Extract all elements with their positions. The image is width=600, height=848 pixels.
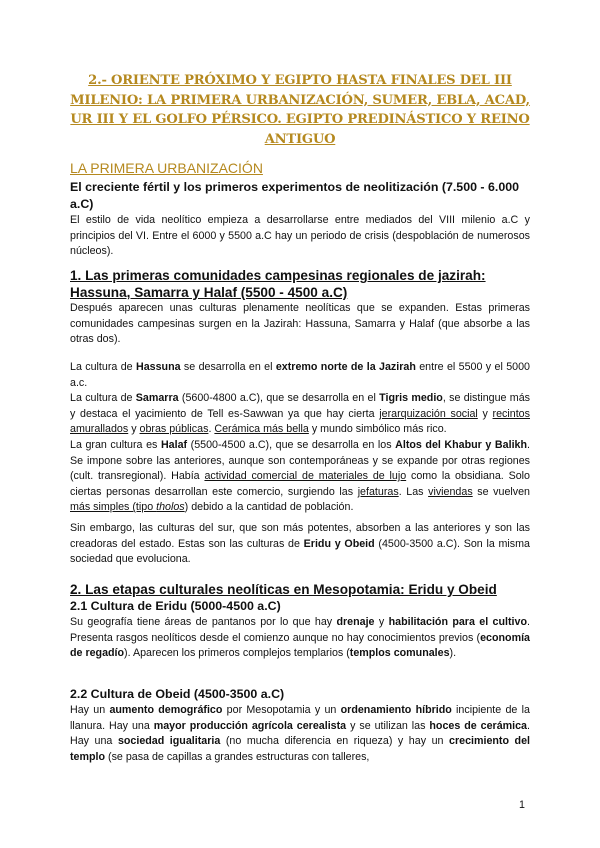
page-number: 1 bbox=[519, 799, 525, 811]
paragraph-halaf: La gran cultura es Halaf (5500-4500 a.C), que se desarrolla en los Altos del Khabur y Balikh. Se impone sobre las anteriores, aunque son contemporáneas y se expande por otras regiones (cult. transregional). Había actividad comercial de materiales de lujo como la obsidiana. Solo ciertas personas desarrollan este comercio, surgiendo las jefaturas. Las viviendas se vuelven más simples (tipo tholos) debido a la cantidad de población. bbox=[70, 438, 531, 514]
paragraph-obeid: Hay un aumento demográfico por Mesopotamia y un ordenamiento híbrido incipiente de la llanura. Hay una mayor producción agrícola cerealista y se utilizan las hoces de cerámica. Hay una sociedad igualitaria (no mucha diferencia en riqueza) y hay un crecimiento del templo (se pasa de capillas a grandes estructuras con talleres, bbox=[70, 704, 530, 763]
section-1-cultures bbox=[70, 360, 530, 516]
title-line: MILENIO: LA PRIMERA URBANIZACIÓN, SUMER, EBLA, ACAD, bbox=[70, 92, 530, 108]
paragraph-hassuna: La cultura de Hassuna se desarrolla en el extremo norte de la Jazirah entre el 5500 y el 5000 a.c. bbox=[70, 361, 530, 389]
paragraph-eridu: Su geografía tiene áreas de pantanos por lo que hay drenaje y habilitación para el cultivo. Presenta rasgos neolíticos desde el comienzo aunque no hay conocimientos previos (economía de regadío). Aparecen los primeros complejos templarios (templos comunales). bbox=[70, 616, 530, 660]
document-title bbox=[60, 71, 540, 149]
title-line: ANTIGUO bbox=[264, 131, 336, 147]
subsection-heading-obeid: 2.2 Cultura de Obeid (4500-3500 a.C) bbox=[70, 687, 285, 701]
subsection-obeid bbox=[70, 686, 530, 765]
paragraph-sur: Sin embargo, las culturas del sur, que son más potentes, absorben a las anteriores y son las creadoras del estado. Estas son las culturas de Eridu y Obeid (4500-3500 a.C). Son la misma sociedad que evoluciona. bbox=[70, 522, 530, 566]
section-heading: 1. Las primeras comunidades campesinas regionales de jazirah: Hassuna, Samarra y Halaf (5500 - 4500 a.C) bbox=[70, 268, 486, 300]
section-heading-primera-urbanizacion: LA PRIMERA URBANIZACIÓN bbox=[70, 160, 263, 176]
paragraph-samarra: La cultura de Samarra (5600-4800 a.C), que se desarrolla en el Tigris medio, se distingue más y destaca el yacimiento de Tell es-Sawwan ya que hay cierta jerarquización social y recintos amurallados y obras públicas. Cerámica más bella y mundo simbólico más rico. bbox=[70, 392, 530, 436]
subsection-heading: El creciente fértil y los primeros experimentos de neolitización (7.500 - 6.000 a.C) bbox=[70, 180, 519, 211]
title-line: UR III Y EL GOLFO PÉRSICO. EGIPTO PREDINÁSTICO Y REINO bbox=[70, 112, 530, 127]
title-line: 2.- ORIENTE PRÓXIMO Y EGIPTO HASTA FINALES DEL III bbox=[88, 73, 512, 88]
section-heading: 2. Las etapas culturales neolíticas en Mesopotamia: Eridu y Obeid bbox=[70, 582, 497, 597]
subsection-creciente-fertil bbox=[70, 179, 530, 260]
section-1 bbox=[70, 267, 530, 348]
paragraph: Después aparecen unas culturas plenamente neolíticas que se expanden. Estas primeras comunidades campesinas surgen en la Jazirah: Hassuna, Samarra y Halaf (que absorbe a las otras dos). bbox=[70, 302, 530, 346]
section-2 bbox=[70, 581, 530, 662]
paragraph: El estilo de vida neolítico empieza a desarrollarse entre mediados del VIII milenio a.C y principios del VI. Entre el 6000 y 5500 a.C hay un periodo de crisis (despoblación de numerosos núcleos). bbox=[70, 214, 530, 258]
subsection-heading-eridu: 2.1 Cultura de Eridu (5000-4500 a.C) bbox=[70, 599, 281, 613]
